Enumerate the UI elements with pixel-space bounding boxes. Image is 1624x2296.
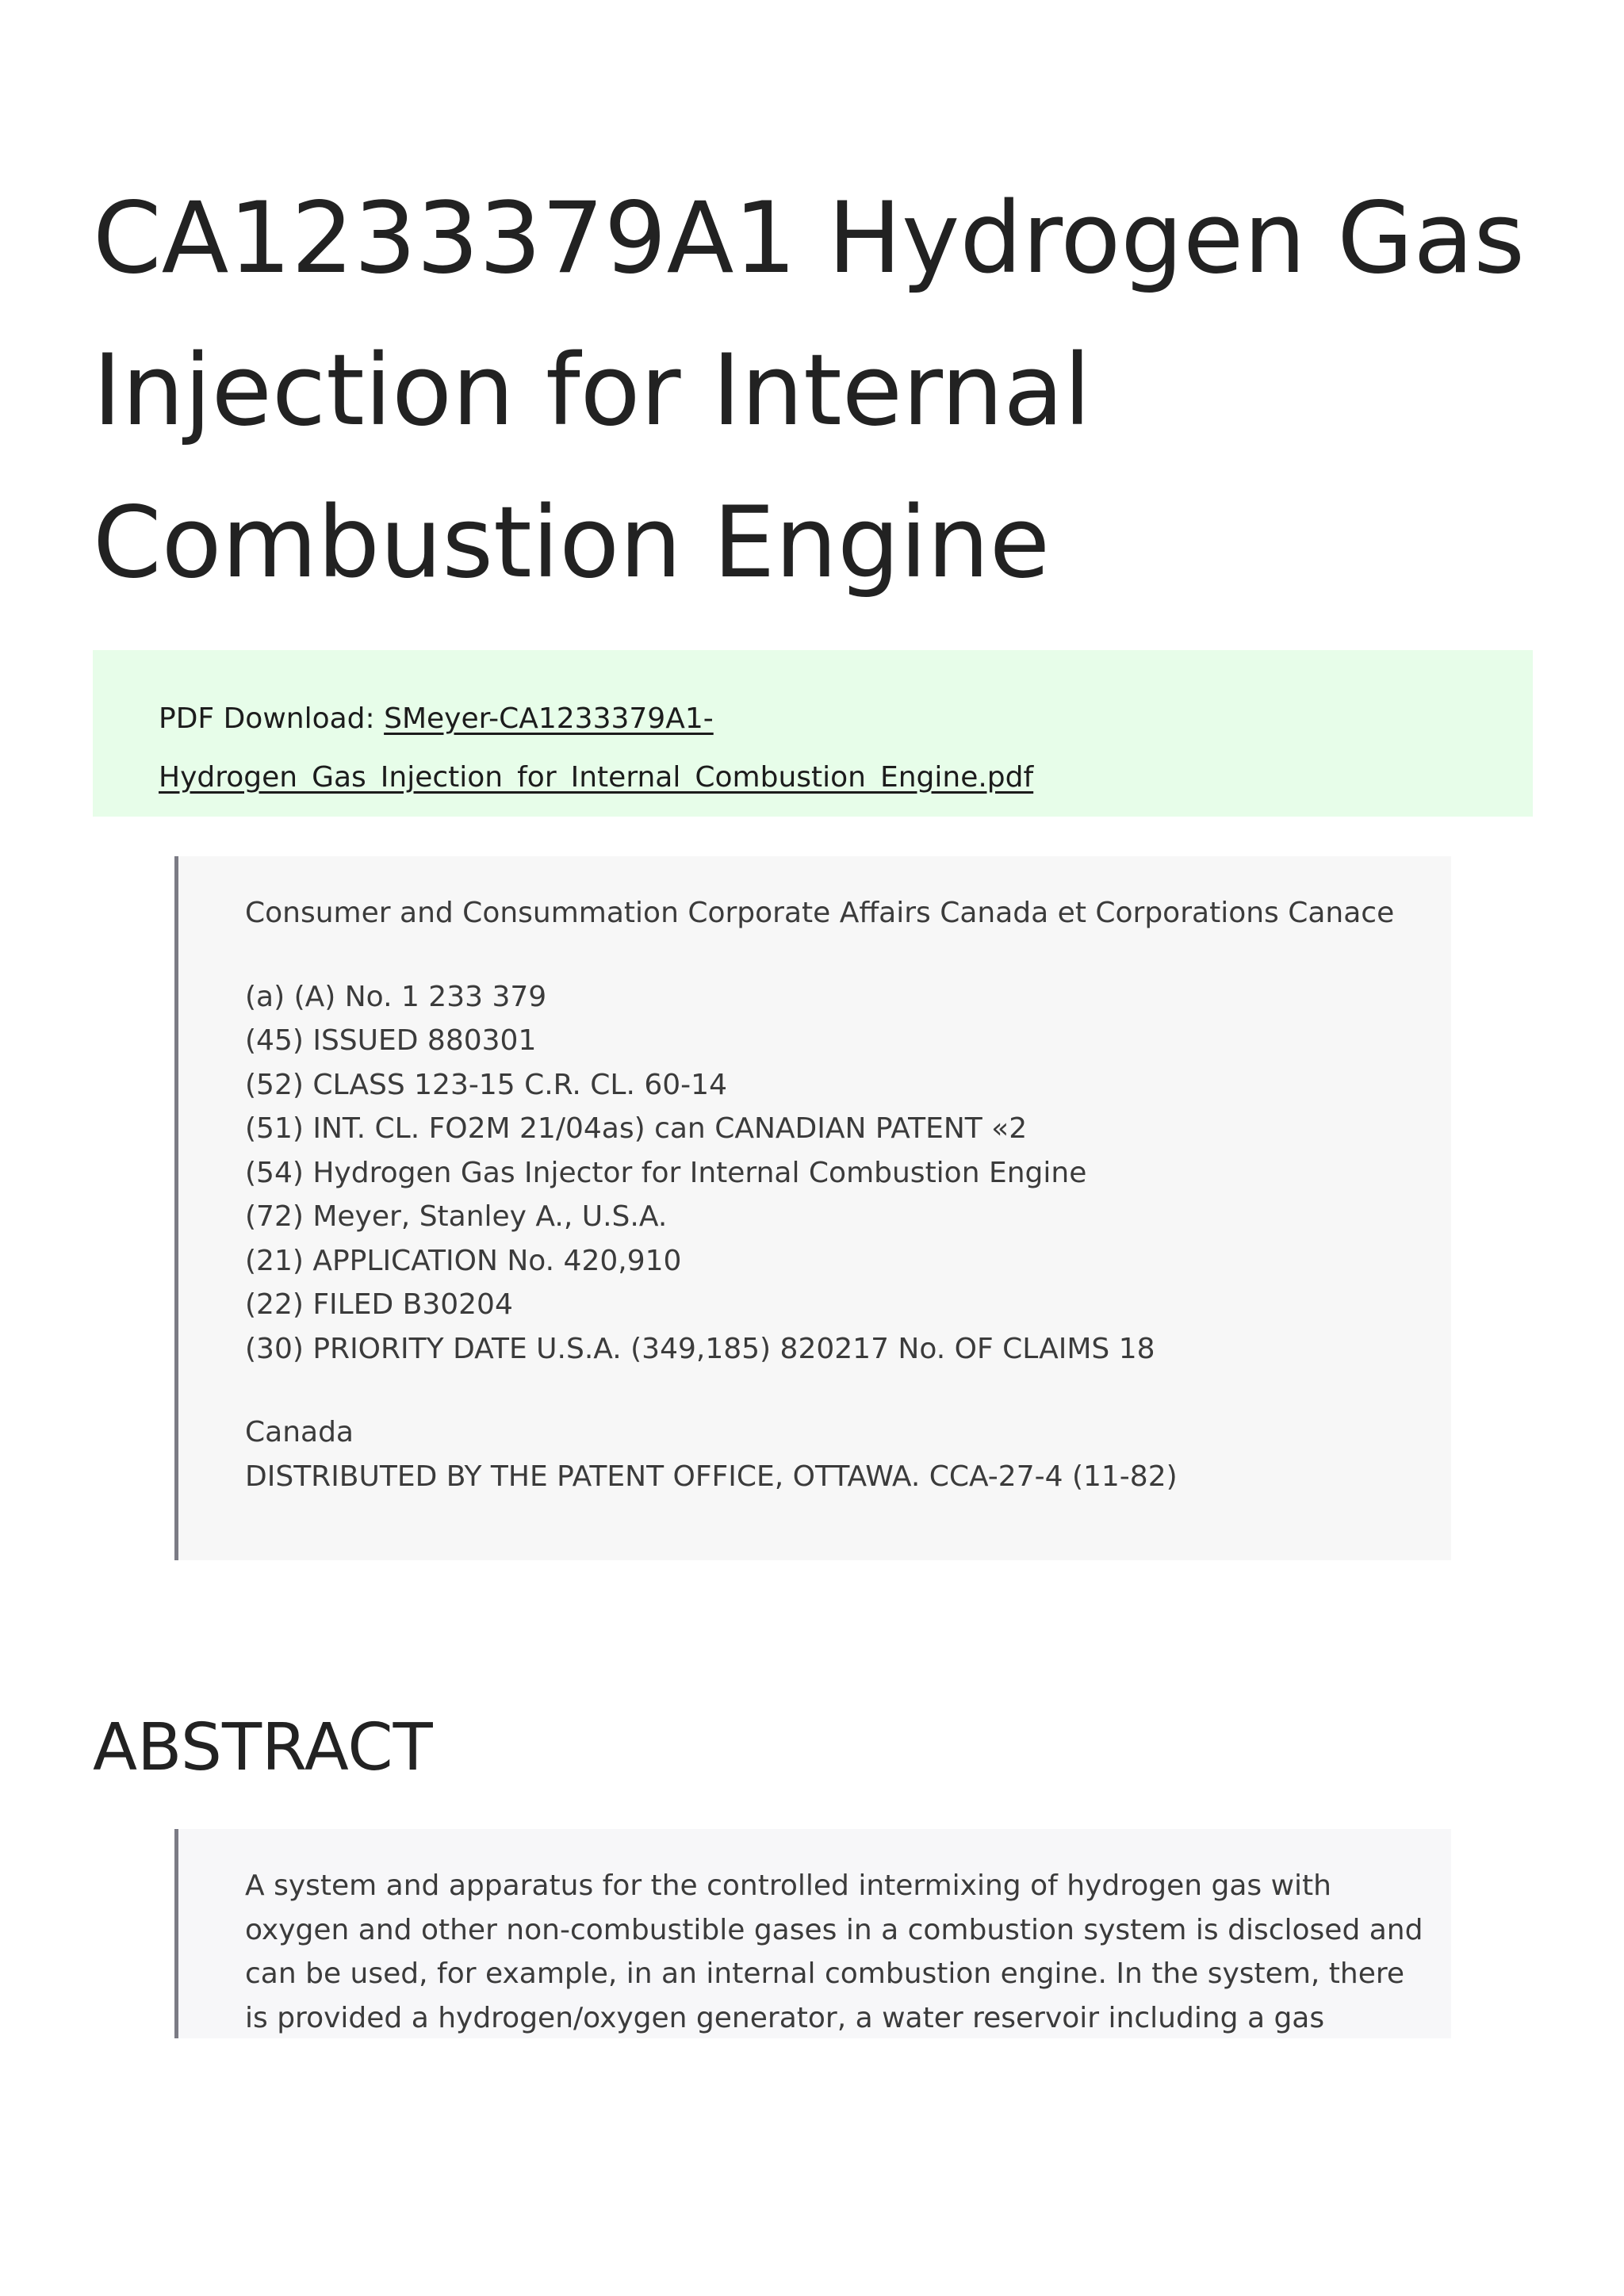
metadata-line: (30) PRIORITY DATE U.S.A. (349,185) 820217 No. OF CLAIMS 18 [245, 1332, 1155, 1365]
metadata-line: (45) ISSUED 880301 [245, 1024, 537, 1057]
metadata-line: (22) FILED B30204 [245, 1288, 513, 1321]
metadata-line: (51) INT. CL. FO2M 21/04as) can CANADIAN PATENT «2 [245, 1112, 1028, 1145]
abstract-text: A system and apparatus for the controlled intermixing of hydrogen gas with oxygen and other non-combustible gases in a combustion system is disclosed and can be used, for example, in an internal combustion engine. In the system, there is provided a hydrogen/oxygen generator, a water reservoir including a gas [245, 1869, 1423, 2034]
pdf-download-link-text-1[interactable]: SMeyer-CA1233379A1- [384, 702, 714, 735]
metadata-lines [245, 975, 1435, 1372]
abstract-quote [174, 1829, 1451, 2038]
metadata-line: (21) APPLICATION No. 420,910 [245, 1244, 682, 1277]
metadata-line: (54) Hydrogen Gas Injector for Internal Combustion Engine [245, 1156, 1087, 1189]
metadata-line: (72) Meyer, Stanley A., U.S.A. [245, 1200, 668, 1233]
pdf-download-label: PDF Download: [159, 702, 385, 735]
metadata-line: (a) (A) No. 1 233 379 [245, 980, 547, 1013]
metadata-footer-line: DISTRIBUTED BY THE PATENT OFFICE, OTTAWA. CCA-27-4 (11-82) [245, 1460, 1178, 1493]
pdf-download-box [93, 650, 1533, 817]
pdf-download-link-text-2[interactable]: Hydrogen_Gas_Injection_for_Internal_Combustion_Engine.pdf [159, 761, 1034, 794]
metadata-line: (52) CLASS 123-15 C.R. CL. 60-14 [245, 1068, 727, 1101]
metadata-footer-line: Canada [245, 1416, 354, 1448]
metadata-footer [245, 1410, 1435, 1498]
page-title: CA1233379A1 Hydrogen Gas Injection for Internal Combustion Engine [93, 182, 1525, 600]
issuer-line: Consumer and Consummation Corporate Affairs Canada et Corporations Canace [245, 897, 1395, 929]
patent-metadata-quote [174, 856, 1451, 1560]
abstract-heading: ABSTRACT [93, 1710, 433, 1785]
